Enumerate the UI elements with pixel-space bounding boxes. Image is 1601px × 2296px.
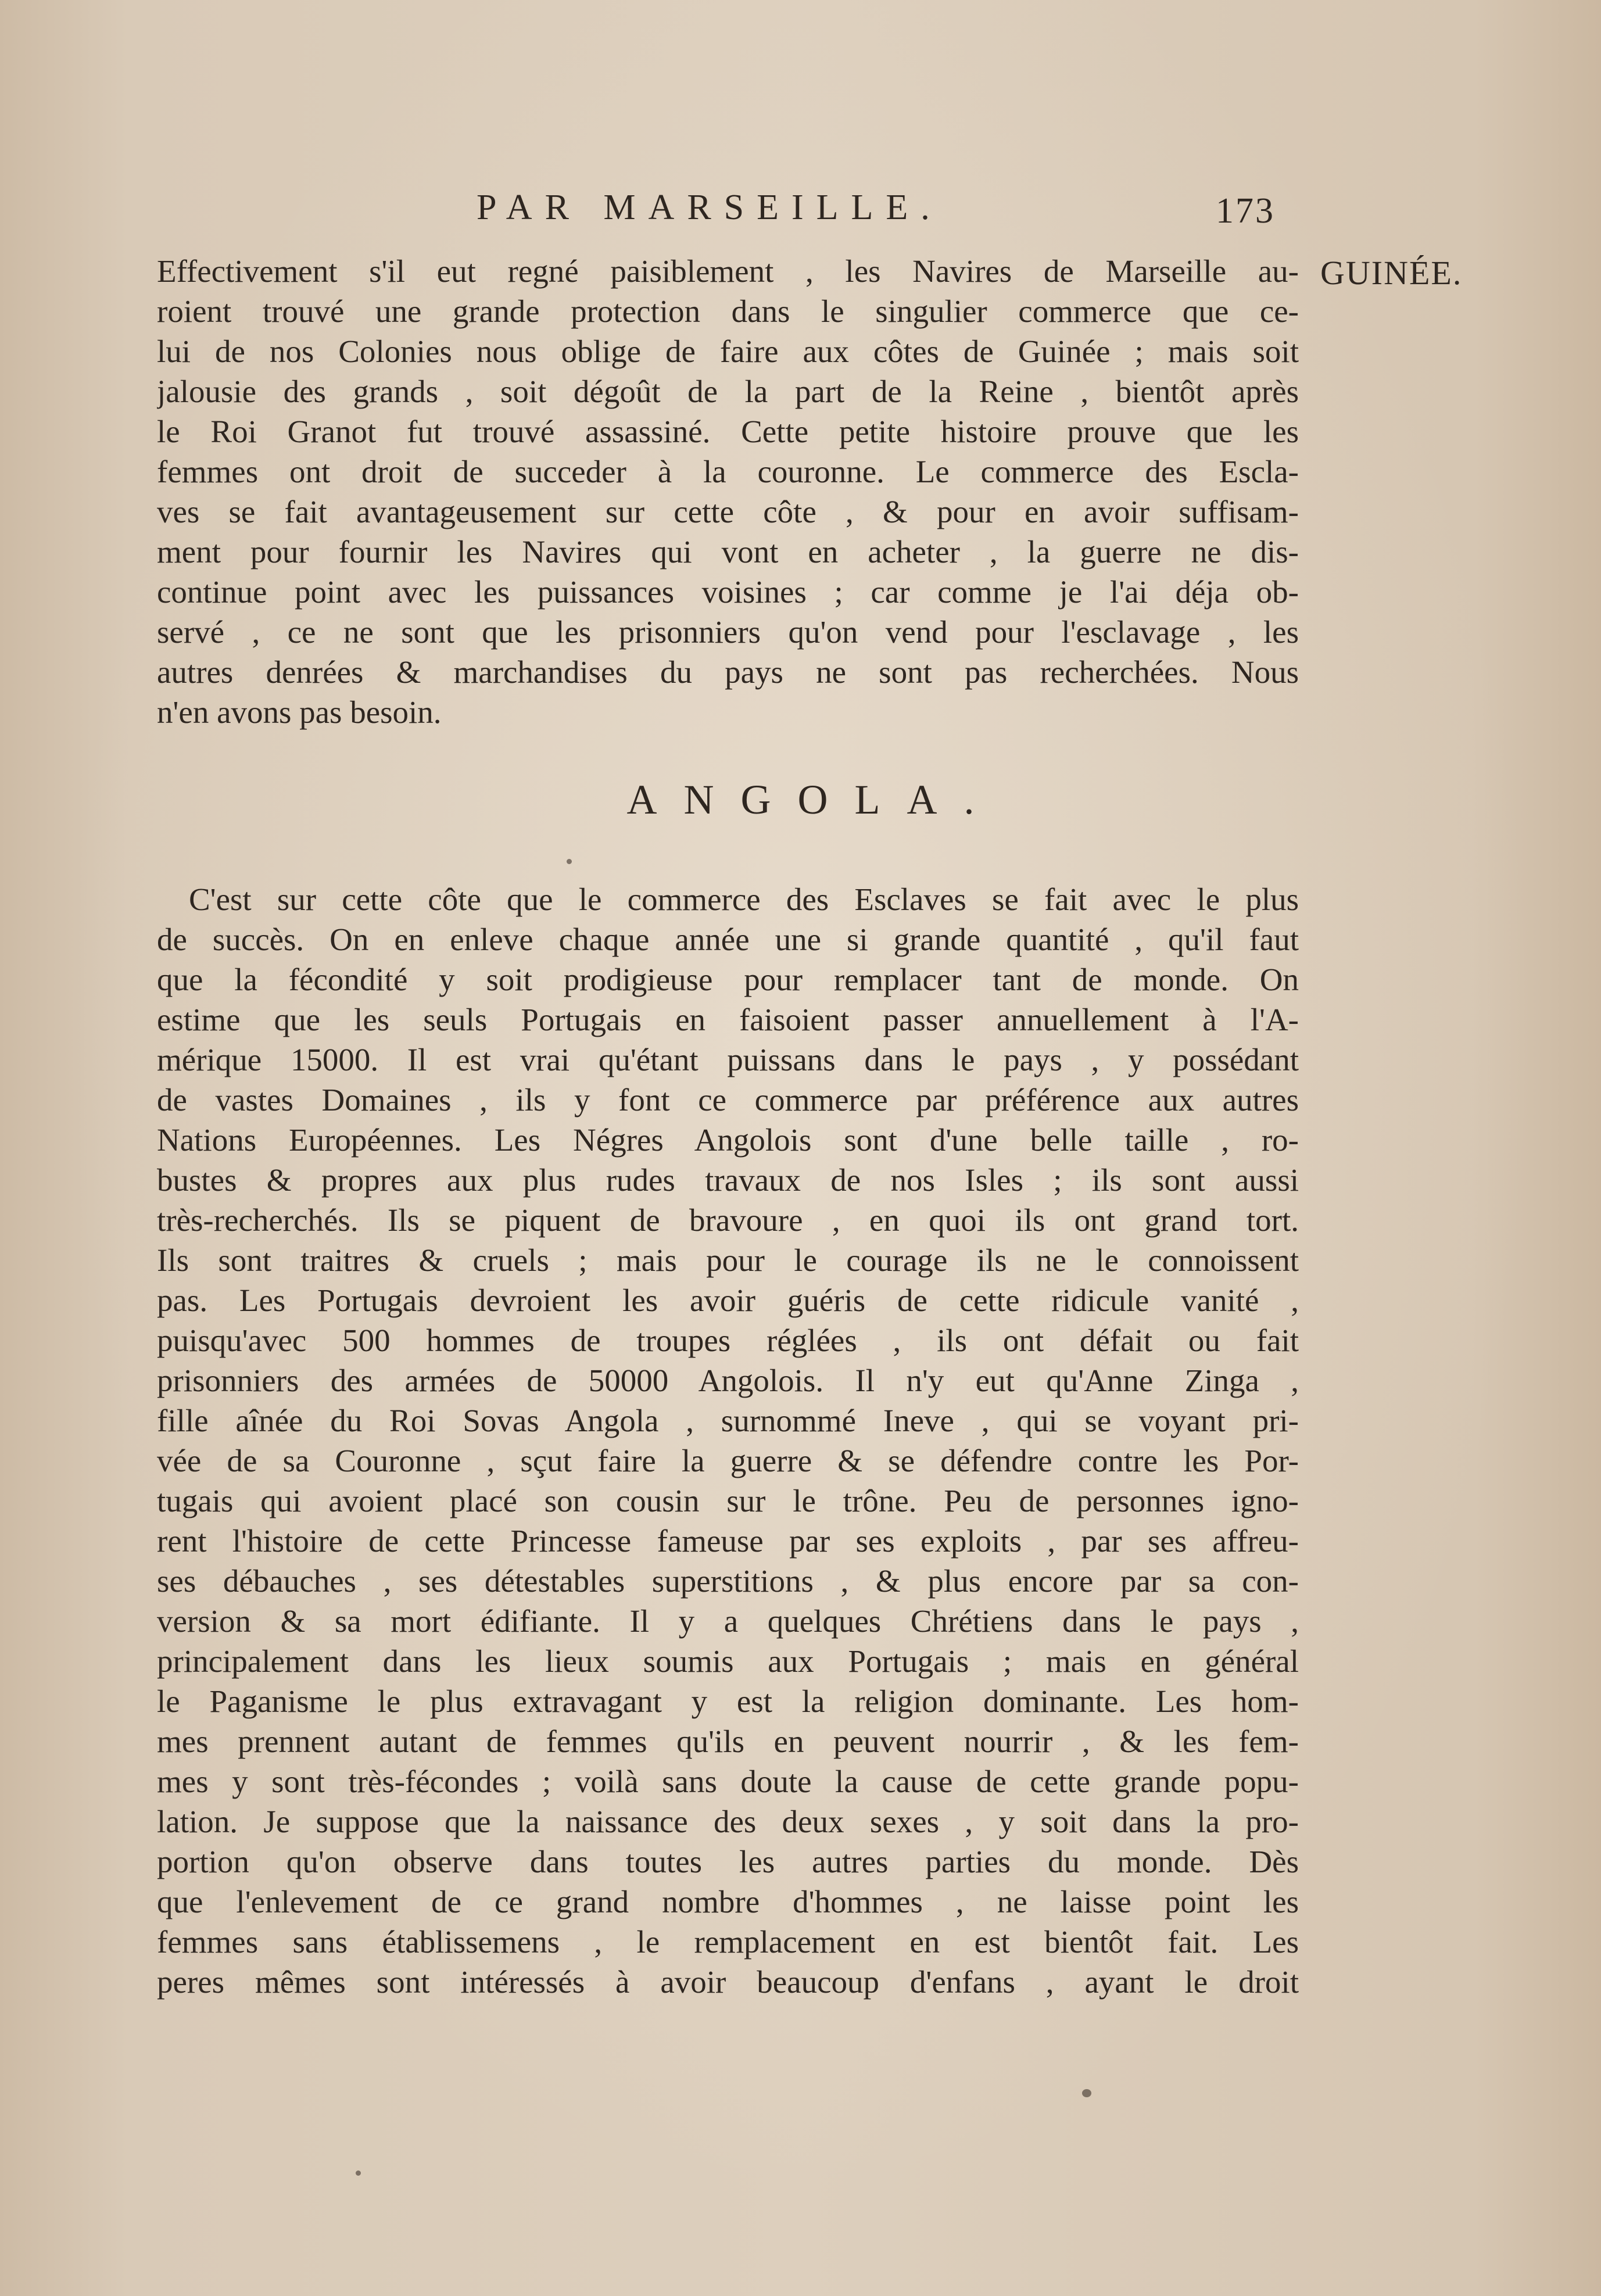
- text-line: le Roi Granot fut trouvé assassiné. Cette petite histoire prouve que les: [157, 414, 1299, 449]
- text-line: Nations Européennes. Les Négres Angolois sont d'une belle taille , ro-: [157, 1122, 1299, 1158]
- text-line: Ils sont traitres & cruels ; mais pour le courage ils ne le connoissent: [157, 1242, 1299, 1278]
- text-line: de succès. On en enleve chaque année une si grande quantité , qu'il faut: [157, 922, 1299, 957]
- text-line: principalement dans les lieux soumis aux Portugais ; mais en général: [157, 1643, 1299, 1679]
- paragraph-angola: [157, 879, 1299, 2002]
- text-line: version & sa mort édifiante. Il y a quelques Chrétiens dans le pays ,: [157, 1603, 1299, 1639]
- text-line: que la fécondité y soit prodigieuse pour remplacer tant de monde. On: [157, 962, 1299, 997]
- text-line: très-recherchés. Ils se piquent de bravoure , en quoi ils ont grand tort.: [157, 1202, 1299, 1238]
- text-line: ment pour fournir les Navires qui vont en acheter , la guerre ne dis-: [157, 534, 1299, 569]
- text-line: portion qu'on observe dans toutes les autres parties du monde. Dès: [157, 1844, 1299, 1879]
- ink-speck: [1082, 2089, 1091, 2097]
- text-line: prisonniers des armées de 50000 Angolois. Il n'y eut qu'Anne Zinga ,: [157, 1363, 1299, 1398]
- text-line: continue point avec les puissances voisines ; car comme je l'ai déja ob-: [157, 574, 1299, 610]
- text-line: ses débauches , ses détestables superstitions , & plus encore par sa con-: [157, 1563, 1299, 1599]
- text-line: le Paganisme le plus extravagant y est la religion dominante. Les hom-: [157, 1684, 1299, 1719]
- ink-speck: [356, 2170, 361, 2176]
- text-line: femmes ont droit de succeder à la couronne. Le commerce des Escla-: [157, 454, 1299, 489]
- text-line: puisqu'avec 500 hommes de troupes réglées , ils ont défait ou fait: [157, 1323, 1299, 1358]
- text-line: mes prennent autant de femmes qu'ils en peuvent nourrir , & les fem-: [157, 1724, 1299, 1759]
- text-line: jalousie des grands , soit dégoût de la part de la Reine , bientôt après: [157, 374, 1299, 409]
- running-title: PAR MARSEILLE.: [477, 188, 943, 227]
- text-line: pas. Les Portugais devroient les avoir guéris de cette ridicule vanité ,: [157, 1283, 1299, 1318]
- text-line: peres mêmes sont intéressés à avoir beaucoup d'enfans , ayant le droit: [157, 1964, 1299, 2000]
- text-line: n'en avons pas besoin.: [157, 694, 442, 730]
- margin-note: GUINÉE.: [1320, 254, 1463, 292]
- text-line: mérique 15000. Il est vrai qu'étant puissans dans le pays , y possédant: [157, 1042, 1299, 1077]
- text-line: C'est sur cette côte que le commerce des Esclaves se fait avec le plus: [189, 882, 1299, 917]
- text-line: autres denrées & marchandises du pays ne sont pas recherchées. Nous: [157, 654, 1299, 690]
- text-line: femmes sans établissemens , le remplacement en est bientôt fait. Les: [157, 1924, 1299, 1960]
- text-line: ves se fait avantageusement sur cette côte , & pour en avoir suffisam-: [157, 494, 1299, 529]
- text-line: rent l'histoire de cette Princesse fameuse par ses exploits , par ses affreu-: [157, 1523, 1299, 1559]
- text-line: roient trouvé une grande protection dans le singulier commerce que ce-: [157, 293, 1299, 329]
- ink-speck: [567, 859, 572, 864]
- text-line: Effectivement s'il eut regné paisiblement , les Navires de Marseille au-: [157, 253, 1299, 289]
- text-line: servé , ce ne sont que les prisonniers qu'on vend pour l'esclavage , les: [157, 614, 1299, 650]
- text-line: de vastes Domaines , ils y font ce commerce par préférence aux autres: [157, 1082, 1299, 1117]
- running-head: [0, 187, 1601, 239]
- page-number: 173: [1216, 191, 1275, 231]
- paragraph-guinee: [157, 251, 1299, 732]
- section-heading: ANGOLA.: [626, 776, 1001, 823]
- text-line: lation. Je suppose que la naissance des deux sexes , y soit dans la pro-: [157, 1804, 1299, 1839]
- text-line: mes y sont très-fécondes ; voilà sans doute la cause de cette grande popu-: [157, 1764, 1299, 1799]
- text-line: bustes & propres aux plus rudes travaux de nos Isles ; ils sont aussi: [157, 1162, 1299, 1198]
- text-line: lui de nos Colonies nous oblige de faire aux côtes de Guinée ; mais soit: [157, 334, 1299, 369]
- text-line: tugais qui avoient placé son cousin sur le trône. Peu de personnes igno-: [157, 1483, 1299, 1518]
- text-line: fille aînée du Roi Sovas Angola , surnommé Ineve , qui se voyant pri-: [157, 1403, 1299, 1438]
- text-line: vée de sa Couronne , sçut faire la guerre & se défendre contre les Por-: [157, 1443, 1299, 1478]
- text-line: que l'enlevement de ce grand nombre d'hommes , ne laisse point les: [157, 1884, 1299, 1919]
- text-line: estime que les seuls Portugais en faisoient passer annuellement à l'A-: [157, 1002, 1299, 1037]
